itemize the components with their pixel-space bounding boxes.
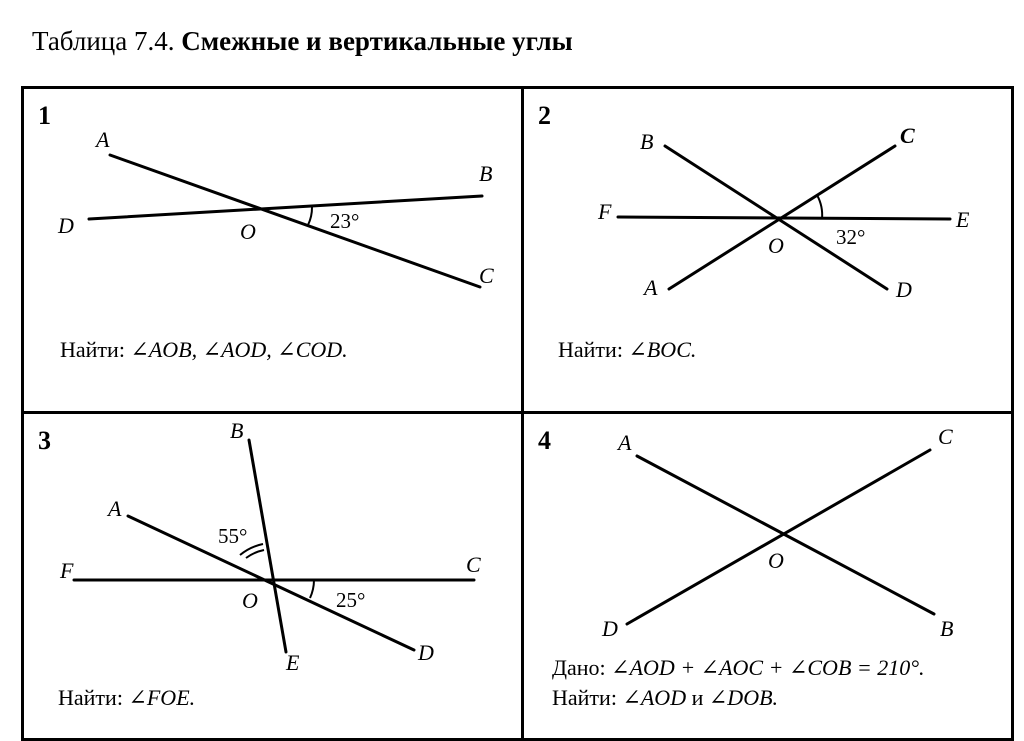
line-AB [637,456,934,614]
point-label-F: F [60,558,74,583]
task-angles: ∠FOE. [128,685,196,710]
point-label-F: F [598,199,612,224]
line-DB [89,196,482,219]
task-text [552,684,778,712]
point-label-A: A [96,127,110,152]
angle-arc-23 [308,207,312,225]
given-prefix: Дано: [552,655,606,680]
angle-label: 32° [836,225,866,249]
task-prefix: Найти: [558,337,623,362]
caption-prefix: Таблица 7.4. [32,26,175,56]
task-prefix: Найти: [58,685,123,710]
angle-label-25: 25° [336,588,366,612]
problem-4-cell [524,414,1019,734]
task-text [58,684,195,712]
angle-arc-25 [310,580,314,598]
point-label-E: E [286,650,300,675]
problem-2-cell [524,89,1019,409]
task-prefix: Найти: [552,685,617,710]
angle-arc-55-inner [246,550,264,558]
point-label-C: C [938,424,953,449]
point-label-A: A [644,275,658,300]
point-label-C: C [900,123,915,148]
point-label-B: B [479,161,493,186]
task-angles: ∠BOC. [628,337,697,362]
task-angle-2: ∠DOB. [708,685,779,710]
given-expression: ∠AOD + ∠AOC + ∠COB = 210°. [611,655,925,680]
problems-table [21,86,1014,741]
angle-label-55: 55° [218,524,248,548]
line-AC [110,155,480,287]
problem-number: 1 [38,101,51,130]
point-label-D: D [418,640,434,665]
angle-arc-32 [817,195,822,219]
task-text [558,336,696,364]
point-label-D: D [58,213,74,238]
point-label-O: O [768,548,784,573]
point-label-B: B [640,129,654,154]
problem-3-cell [24,414,519,734]
problem-number: 4 [538,426,551,455]
task-angle-1: ∠AOD [622,685,687,710]
angle-label: 23° [330,209,360,233]
caption-title: Смежные и вертикальные углы [181,26,573,56]
line-AD [128,516,414,650]
task-text [60,336,348,364]
task-angles: ∠AOB, ∠AOD, ∠COD. [130,337,348,362]
point-label-A: A [108,496,122,521]
problem-number: 2 [538,101,551,130]
point-label-C: C [479,263,494,288]
point-label-A: A [618,430,632,455]
point-label-E: E [956,207,970,232]
point-label-O: O [768,233,784,258]
point-label-O: O [240,219,256,244]
table-caption [32,26,573,57]
given-text [552,654,925,682]
point-label-B: B [230,418,244,443]
task-and: и [691,685,704,710]
problem-number: 3 [38,426,51,455]
point-label-D: D [896,277,912,302]
point-label-D: D [602,616,618,641]
point-label-B: B [940,616,954,641]
point-label-O: O [242,588,258,613]
problem-1-cell [24,89,519,409]
task-prefix: Найти: [60,337,125,362]
point-label-C: C [466,552,481,577]
